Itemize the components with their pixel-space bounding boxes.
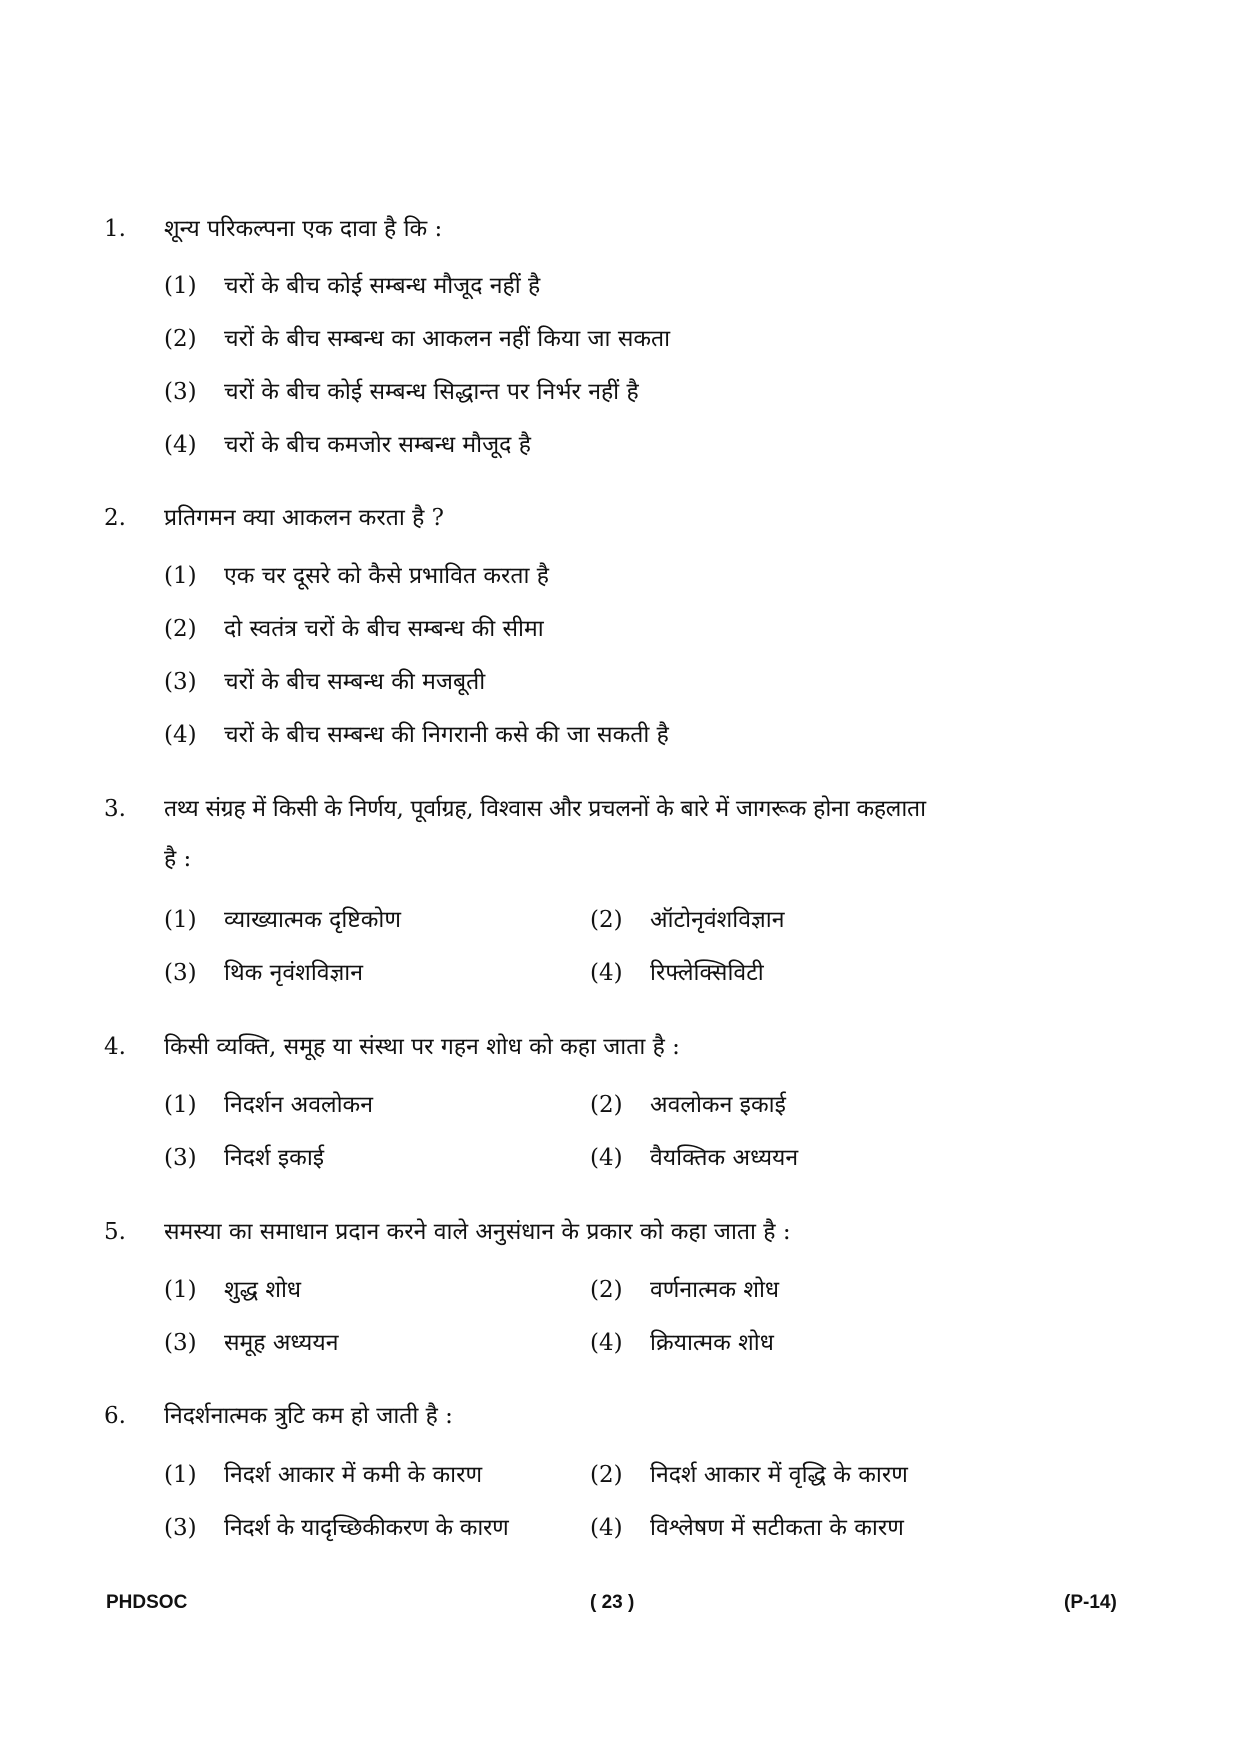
option-2-3: [164, 667, 485, 697]
option-1-2: [164, 324, 670, 354]
question-text: तथ्य संग्रह में किसी के निर्णय, पूर्वाग्रह, विश्वास और प्रचलनों के बारे में जागरूक होना कहलाता: [164, 796, 926, 822]
option-2-2: [164, 614, 544, 644]
option-number: (2): [164, 326, 197, 352]
option-number: (1): [164, 273, 197, 299]
question-text: शून्य परिकल्पना एक दावा है कि :: [164, 216, 443, 242]
option-number: (4): [590, 1330, 623, 1356]
option-text: रिफ्लेक्सिविटी: [650, 960, 764, 986]
option-number: (1): [164, 1277, 197, 1303]
option-text: निदर्श आकार में कमी के कारण: [224, 1462, 483, 1488]
option-number: (1): [164, 907, 197, 933]
option-number: (4): [590, 1515, 623, 1541]
option-4-1: [164, 1090, 373, 1120]
question-text: समस्या का समाधान प्रदान करने वाले अनुसंधान के प्रकार को कहा जाता है :: [164, 1219, 791, 1245]
option-text: क्रियात्मक शोध: [650, 1330, 774, 1356]
option-2-4: [164, 720, 669, 750]
question-number: 1.: [104, 216, 126, 242]
option-text: निदर्श आकार में वृद्धि के कारण: [650, 1462, 908, 1488]
option-3-4: [590, 958, 764, 988]
question-text: प्रतिगमन क्या आकलन करता है ?: [164, 505, 444, 531]
option-1-3: [164, 377, 639, 407]
option-text: शुद्ध शोध: [224, 1277, 302, 1303]
option-text: चरों के बीच कमजोर सम्बन्ध मौजूद है: [224, 432, 531, 458]
option-number: (1): [164, 1462, 197, 1488]
option-number: (2): [590, 1092, 623, 1118]
option-text: व्याख्यात्मक दृष्टिकोण: [224, 907, 401, 933]
question-number: 3.: [104, 796, 126, 822]
footer-page-number: ( 23 ): [590, 1592, 635, 1613]
option-5-3: [164, 1328, 339, 1358]
option-number: (2): [590, 907, 623, 933]
question-text-continuation: है :: [164, 846, 192, 872]
footer-paper-code: (P-14): [1064, 1592, 1117, 1613]
option-number: (1): [164, 1092, 197, 1118]
question-number: 6.: [104, 1403, 126, 1429]
option-number: (3): [164, 669, 197, 695]
option-5-2: [590, 1275, 779, 1305]
option-5-4: [590, 1328, 774, 1358]
option-6-2: [590, 1460, 908, 1490]
option-5-1: [164, 1275, 301, 1305]
option-number: (2): [590, 1462, 623, 1488]
option-number: (3): [164, 379, 197, 405]
option-number: (4): [164, 722, 197, 748]
option-text: चरों के बीच कोई सम्बन्ध मौजूद नहीं है: [224, 273, 541, 299]
option-4-4: [590, 1143, 798, 1173]
option-text: एक चर दूसरे को कैसे प्रभावित करता है: [224, 563, 549, 589]
option-2-1: [164, 561, 549, 591]
option-text: चरों के बीच सम्बन्ध का आकलन नहीं किया जा सकता: [224, 326, 671, 352]
question-text: निदर्शनात्मक त्रुटि कम हो जाती है :: [164, 1403, 453, 1429]
option-3-1: [164, 905, 401, 935]
option-number: (4): [590, 1145, 623, 1171]
option-1-1: [164, 271, 540, 301]
option-text: चरों के बीच सम्बन्ध की मजबूती: [224, 669, 486, 695]
option-number: (4): [590, 960, 623, 986]
option-text: निदर्शन अवलोकन: [224, 1092, 373, 1118]
option-text: विश्लेषण में सटीकता के कारण: [650, 1515, 904, 1541]
option-text: थिक नृवंशविज्ञान: [224, 960, 364, 986]
option-text: दो स्वतंत्र चरों के बीच सम्बन्ध की सीमा: [224, 616, 544, 642]
option-1-4: [164, 430, 531, 460]
option-number: (3): [164, 1145, 197, 1171]
option-6-4: [590, 1513, 904, 1543]
question-number: 4.: [104, 1034, 126, 1060]
option-text: चरों के बीच सम्बन्ध की निगरानी कसे की जा सकती है: [224, 722, 669, 748]
option-3-2: [590, 905, 784, 935]
option-text: निदर्श के यादृच्छिकीकरण के कारण: [224, 1515, 509, 1541]
option-number: (3): [164, 1330, 197, 1356]
option-4-2: [590, 1090, 786, 1120]
option-text: वर्णनात्मक शोध: [650, 1277, 780, 1303]
option-text: ऑटोनृवंशविज्ञान: [650, 907, 785, 933]
option-text: निदर्श इकाई: [224, 1145, 325, 1171]
option-text: चरों के बीच कोई सम्बन्ध सिद्धान्त पर निर्भर नहीं है: [224, 379, 639, 405]
option-number: (2): [590, 1277, 623, 1303]
question-number: 5.: [104, 1219, 126, 1245]
option-number: (2): [164, 616, 197, 642]
question-text: किसी व्यक्ति, समूह या संस्था पर गहन शोध को कहा जाता है :: [164, 1034, 680, 1060]
question-number: 2.: [104, 505, 126, 531]
option-3-3: [164, 958, 363, 988]
option-number: (3): [164, 960, 197, 986]
option-number: (4): [164, 432, 197, 458]
option-text: वैयक्तिक अध्ययन: [650, 1145, 799, 1171]
option-4-3: [164, 1143, 324, 1173]
option-6-3: [164, 1513, 508, 1543]
option-number: (3): [164, 1515, 197, 1541]
option-6-1: [164, 1460, 482, 1490]
option-text: समूह अध्ययन: [224, 1330, 339, 1356]
option-text: अवलोकन इकाई: [650, 1092, 786, 1118]
option-number: (1): [164, 563, 197, 589]
footer-course-code: PHDSOC: [106, 1592, 188, 1613]
